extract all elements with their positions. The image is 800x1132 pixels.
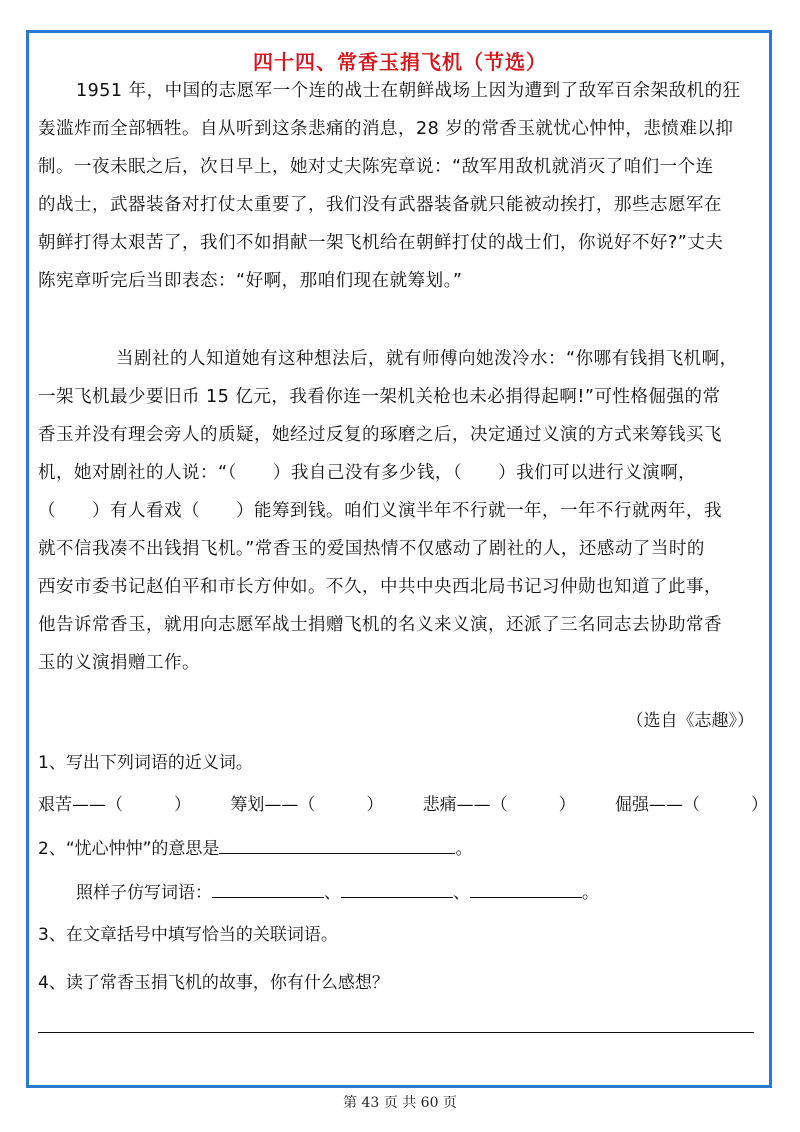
- question-2: [38, 834, 472, 859]
- question-1: 1、写出下列词语的近义词。: [38, 753, 253, 773]
- answer-line[interactable]: [38, 1032, 754, 1033]
- paragraph-1-line: 的战士，武器装备对打仗太重要了，我们没有武器装备就只能被动挨打，那些志愿军在: [38, 195, 722, 215]
- separator: 、: [324, 883, 341, 903]
- paragraph-2-line: 一架飞机最少要旧币 15 亿元，我看你连一架机关枪也未必捐得起啊!”可性格倔强的常: [38, 387, 721, 407]
- imitation-label: 照样子仿写词语：: [76, 883, 212, 903]
- separator: 、: [453, 883, 470, 903]
- imitation-end: 。: [582, 883, 599, 903]
- page-footer: 第 43 页 共 60 页: [343, 1095, 457, 1111]
- paragraph-2-line: 当剧社的人知道她有这种想法后，就有师傅向她泼冷水：“你哪有钱捐飞机啊，: [116, 349, 738, 369]
- answer-blank[interactable]: [219, 837, 455, 854]
- paragraph-1: [38, 72, 768, 300]
- question-2-end: 。: [455, 839, 473, 859]
- paragraph-2-line: 香玉并没有理会旁人的质疑，她经过反复的琢磨之后，决定通过义演的方式来筹钱买飞: [38, 425, 722, 445]
- paragraph-2-line: 他告诉常香玉，就用向志愿军战士捐赠飞机的名义来义演，还派了三名同志去协助常香: [38, 615, 722, 635]
- paragraph-2-line: 机，她对剧社的人说：“（ ）我自己没有多少钱，（ ）我们可以进行义演啊，: [38, 463, 697, 483]
- answer-blank[interactable]: [212, 881, 324, 898]
- synonym-items: [38, 790, 768, 815]
- paragraph-2-line: 玉的义演捐赠工作。: [38, 653, 200, 673]
- paragraph-2: [38, 340, 768, 682]
- synonym-item-juejiang[interactable]: 倔强——（ ）: [614, 795, 768, 815]
- paragraph-2-line: 就不信我凑不出钱捐飞机。”常香玉的爱国热情不仅感动了剧社的人，还感动了当时的: [38, 539, 705, 559]
- paragraph-2-line: 西安市委书记赵伯平和市长方仲如。不久，中共中央西北局书记习仲勋也知道了此事，: [38, 577, 722, 597]
- article-title: 四十四、常香玉捐飞机（节选）: [253, 50, 547, 74]
- answer-blank[interactable]: [470, 881, 582, 898]
- synonym-item-beitong[interactable]: 悲痛——（ ）: [422, 795, 576, 815]
- paragraph-1-line: 制。一夜未眠之后，次日早上，她对丈夫陈宪章说：“敌军用敌机就消灭了咱们一个连: [38, 157, 714, 177]
- source-citation: （选自《志趣》）: [626, 711, 754, 731]
- paragraph-1-line: 1951 年，中国的志愿军一个连的战士在朝鲜战场上因为遭到了敌军百余架敌机的狂: [76, 81, 741, 101]
- question-4: 4、读了常香玉捐飞机的故事，你有什么感想？: [38, 973, 389, 993]
- question-2-label: 2、“忧心忡忡”的意思是: [38, 839, 220, 859]
- synonym-item-chouhua[interactable]: 筹划——（ ）: [230, 795, 384, 815]
- paragraph-1-line: 陈宪章听完后当即表态：“好啊，那咱们现在就筹划。”: [38, 271, 463, 291]
- synonym-item-jianku[interactable]: 艰苦——（ ）: [38, 795, 191, 815]
- paragraph-2-line: （ ）有人看戏（ ）能筹到钱。咱们义演半年不行就一年，一年不行就两年，我: [38, 501, 722, 521]
- paragraph-1-line: 轰滥炸而全部牺牲。自从听到这条悲痛的消息，28 岁的常香玉就忧心忡忡，悲愤难以抑: [38, 119, 734, 139]
- answer-blank[interactable]: [341, 881, 453, 898]
- question-2-imitation: [76, 878, 599, 903]
- question-3: 3、在文章括号中填写恰当的关联词语。: [38, 925, 338, 945]
- paragraph-1-line: 朝鲜打得太艰苦了，我们不如捐献一架飞机给在朝鲜打仗的战士们，你说好不好?”丈夫: [38, 233, 724, 253]
